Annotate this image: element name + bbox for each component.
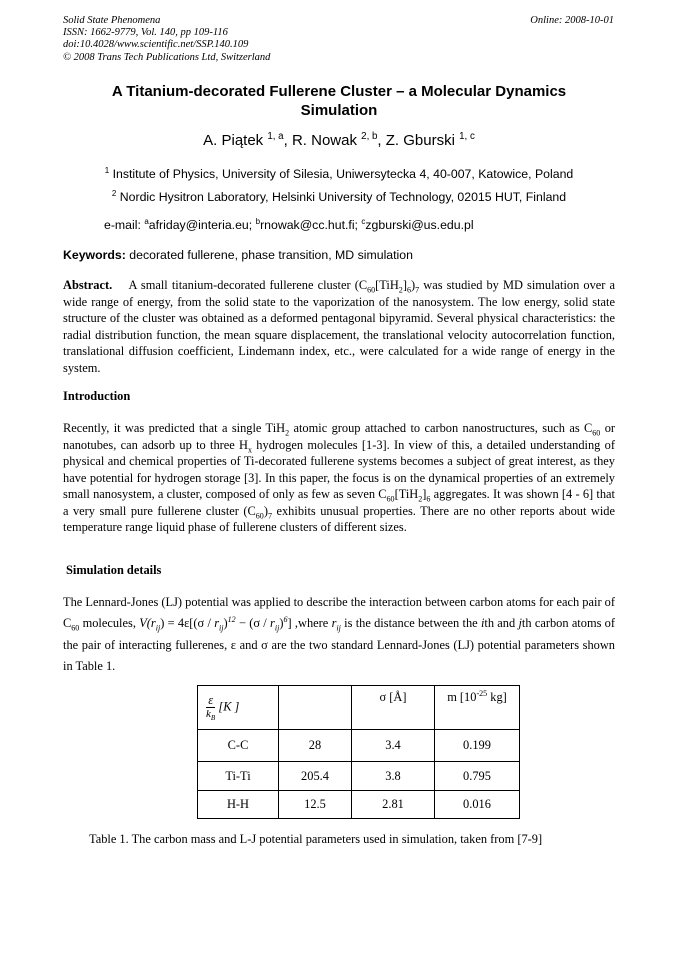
abstract-label: Abstract. bbox=[63, 278, 113, 292]
lj-formula: $V(r_{ij}) = 4\varepsilon[(\sigma / r_{ij})^{12} - (\sigma / r_{ij})^6]$ bbox=[139, 615, 292, 633]
keywords bbox=[63, 248, 413, 262]
email-link[interactable]: zgburski@us.edu.pl bbox=[365, 218, 474, 232]
parameters-table bbox=[197, 685, 520, 819]
copyright-line: © 2008 Trans Tech Publications Ltd, Switzerland bbox=[63, 51, 271, 63]
running-header bbox=[63, 15, 270, 64]
email-line: e-mail: $^a$afriday@interia.eu; $^b$rnowak@cc.hut.fi; $^c$zgburski@us.edu.pl bbox=[104, 216, 474, 232]
online-date: Online: 2008-10-01 bbox=[530, 15, 614, 26]
affiliation: $^1$ Institute of Physics, University of Silesia, Uniwersytecka 4, 40-007, Katowice, Poland bbox=[104, 165, 574, 181]
email-link[interactable]: rnowak@cc.hut.fi; bbox=[260, 218, 358, 232]
keywords-label: Keywords: bbox=[63, 248, 126, 262]
table-caption: Table 1. The carbon mass and L-J potential parameters used in simulation, taken from [7-9] bbox=[89, 832, 543, 846]
journal-name: Solid State Phenomena bbox=[63, 15, 161, 26]
header-sigma: σ [Å] bbox=[352, 686, 435, 730]
affiliation: $^2$ Nordic Hysitron Laboratory, Helsinki University of Technology, 02015 HUT, Finland bbox=[111, 188, 567, 204]
header-epsilon-kb: $\frac{\varepsilon}{k_B}$ [K ] bbox=[198, 686, 279, 730]
section-heading-introduction: Introduction bbox=[63, 389, 131, 403]
author-name: A. Piątek bbox=[203, 132, 264, 149]
table-row: C-C 28 3.4 0.199 bbox=[198, 730, 520, 762]
author-name: R. Nowak bbox=[291, 132, 357, 149]
table-row: Ti-Ti 205.4 3.8 0.795 bbox=[198, 762, 520, 791]
simulation-text: The Lennard-Jones (LJ) potential was applied to describe the interaction between carbon atoms for each pair of $C_{60}$ molecules, $V(r_{ij}) = 4\varepsilon[(\sigma / r_{ij})^{12} - (\sigma / r_{ij})^6]$ ,where $r_{ij}$ is the distance between the ith and jth carbon atoms of the pair of interacting fullerenes, ε and σ are the two standard Lennard-Jones (LJ) potential parameters shown in Table 1. bbox=[63, 595, 616, 673]
doi-line: doi:10.4028/www.scientific.net/SSP.140.109 bbox=[63, 39, 249, 51]
introduction-text: Recently, it was predicted that a single TiH$_2$ atomic group attached to carbon nanostructures, such as $C_{60}$ or nanotubes, can adsorb up to three $H_x$ hydrogen molecules [1-3]. In view of this, a detailed understanding of physical and chemical properties of Ti-decorated fullerene systems becomes a subject of great interest, as they have potential for hydrogen storage [3]. In this paper, the focus is on the dynamical properties of an extremely small nanosystem, a cluster, composed of only as few as seven $C_{60}[TiH_2]_6$ aggregates. It was shown [4 - 6] that a very small pure fullerene cluster $(C_{60})_7$ exhibits unusual properties. There are no other reports about wide temperature range liquid phase of fullerene clusters of different sizes. bbox=[63, 421, 616, 534]
keywords-text: decorated fullerene, phase transition, MD simulation bbox=[129, 248, 413, 262]
table-header-row bbox=[198, 686, 520, 730]
author-list: A. Piątek $^{1, a}$, R. Nowak $^{2, b}$, Z. Gburski $^{1, c}$ bbox=[203, 131, 475, 149]
header-mass: m [$10^{-25}$ kg] bbox=[435, 686, 520, 730]
header-empty bbox=[279, 686, 352, 730]
abstract: Abstract. A small titanium-decorated fullerene cluster $(C_{60}[TiH_2]_6)_7$ was studied by MD simulation over a wide range of energy, from the solid state to the vaporization of the nanosystem. The low energy, solid state structure of the cluster was obtained as a deformed pentagonal bipyramid. Several physical characteristics: the radial distribution function, the mean square displacement, the translational velocity autocorrelation function, translational diffusion coefficient, Lindemann index, etc., were calculated for a wide range of energy in the system. bbox=[63, 278, 615, 375]
author-affiliation-marker: 1, c bbox=[459, 131, 475, 142]
author-affiliation-marker: 1, a bbox=[267, 131, 284, 142]
paper-title: A Titanium-decorated Fullerene Cluster – a Molecular Dynamics Simulation bbox=[111, 83, 567, 119]
author-name: Z. Gburski bbox=[385, 132, 455, 149]
email-link[interactable]: afriday@interia.eu; bbox=[148, 218, 253, 232]
author-affiliation-marker: 2, b bbox=[361, 131, 378, 142]
section-heading-simulation: Simulation details bbox=[66, 563, 162, 577]
table-row: H-H 12.5 2.81 0.016 bbox=[198, 791, 520, 819]
issn-line: ISSN: 1662-9779, Vol. 140, pp 109-116 bbox=[63, 27, 228, 39]
